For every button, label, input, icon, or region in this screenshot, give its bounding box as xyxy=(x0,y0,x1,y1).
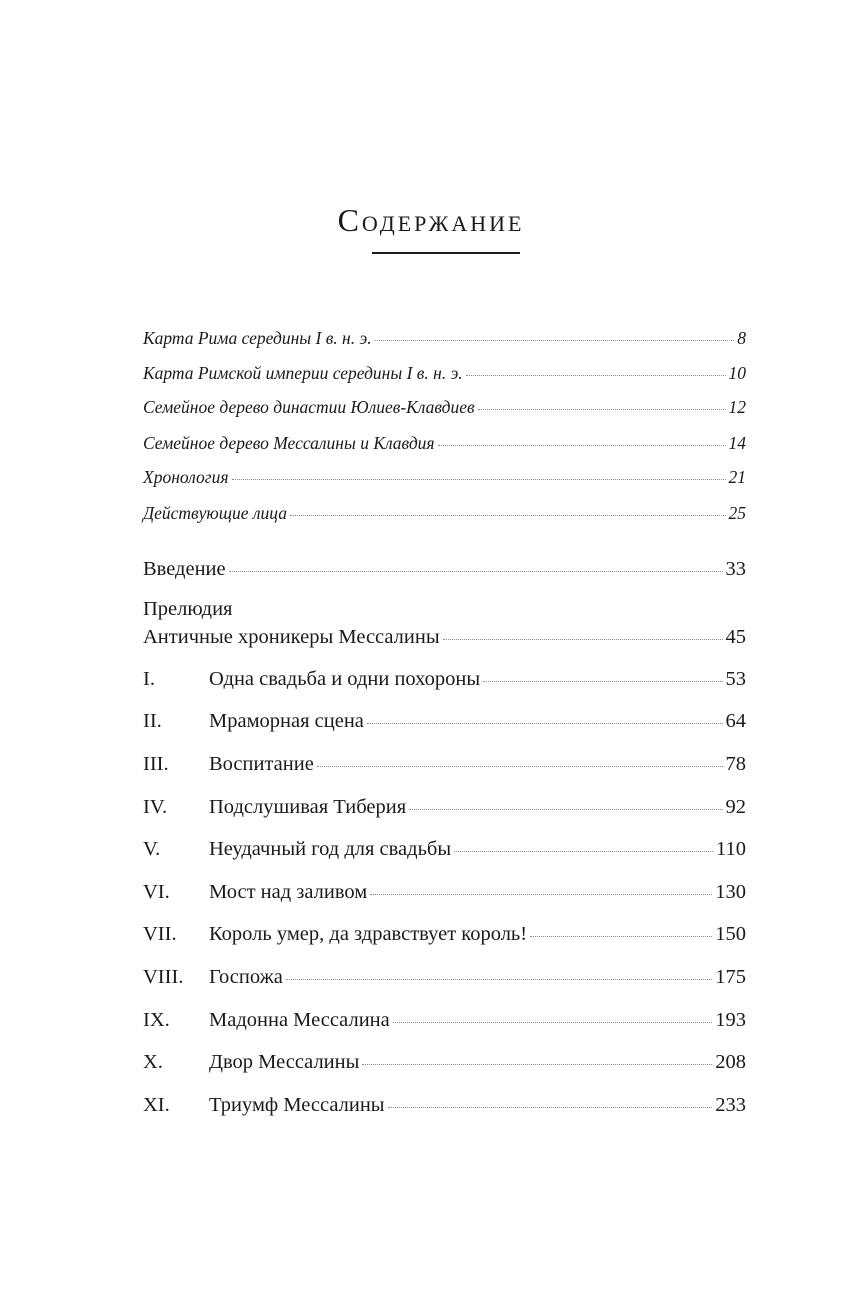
toc-entry-label: Король умер, да здравствует король! xyxy=(209,923,528,945)
toc-entry-label: Карта Рима середины I в. н. э. xyxy=(143,328,372,348)
toc-entry-prelude[interactable] xyxy=(143,626,746,649)
toc-page-number: 208 xyxy=(715,1051,746,1073)
toc-page-number: 92 xyxy=(725,796,746,818)
toc-entry-label: Хронология xyxy=(143,467,229,487)
toc-entry-chapter-1[interactable] xyxy=(209,668,746,691)
toc-page-number: 21 xyxy=(728,467,746,487)
toc-entry-chapter-9[interactable] xyxy=(209,1009,746,1032)
toc-page-number: 110 xyxy=(716,838,746,860)
dot-leader xyxy=(388,1107,713,1108)
toc-entry-chapter-11[interactable] xyxy=(209,1094,746,1117)
chapter-number: VI. xyxy=(143,881,170,903)
dot-leader xyxy=(370,894,712,895)
toc-entry-rome-map[interactable] xyxy=(143,328,746,349)
toc-entry-chapter-3[interactable] xyxy=(209,753,746,776)
prelude-heading: Прелюдия xyxy=(143,598,233,620)
toc-entry-label: Введение xyxy=(143,558,226,580)
toc-entry-label: Одна свадьба и одни похороны xyxy=(209,668,481,690)
toc-entry-label: Мост над заливом xyxy=(209,881,368,903)
toc-entry-characters[interactable] xyxy=(143,503,746,524)
dot-leader xyxy=(438,445,726,446)
dot-leader xyxy=(478,409,726,410)
chapter-number: IX. xyxy=(143,1009,170,1031)
toc-entry-introduction[interactable] xyxy=(143,558,746,581)
toc-entry-chapter-8[interactable] xyxy=(209,966,746,989)
toc-page-number: 193 xyxy=(715,1009,746,1031)
dot-leader xyxy=(443,639,723,640)
dot-leader xyxy=(409,809,722,810)
title-underline xyxy=(372,252,520,254)
toc-page-number: 33 xyxy=(725,558,746,580)
dot-leader xyxy=(362,1064,712,1065)
toc-page-number: 8 xyxy=(737,328,746,348)
toc-entry-empire-map[interactable] xyxy=(143,363,746,384)
toc-entry-julio-claudian-tree[interactable] xyxy=(143,397,746,418)
toc-entry-label: Семейное дерево Мессалины и Клавдия xyxy=(143,433,435,453)
toc-entry-label: Карта Римской империи середины I в. н. э. xyxy=(143,363,463,383)
dot-leader xyxy=(466,375,726,376)
dot-leader xyxy=(317,766,723,767)
chapter-number: V. xyxy=(143,838,161,860)
dot-leader xyxy=(454,851,713,852)
toc-page-number: 175 xyxy=(715,966,746,988)
toc-page-number: 78 xyxy=(725,753,746,775)
toc-entry-chapter-6[interactable] xyxy=(209,881,746,904)
dot-leader xyxy=(232,479,726,480)
dot-leader xyxy=(229,571,723,572)
toc-entry-label: Двор Мессалины xyxy=(209,1051,360,1073)
toc-entry-label: Действующие лица xyxy=(143,503,287,523)
dot-leader xyxy=(393,1022,713,1023)
dot-leader xyxy=(367,723,723,724)
toc-page-number: 53 xyxy=(725,668,746,690)
toc-entry-chronology[interactable] xyxy=(143,467,746,488)
dot-leader xyxy=(530,936,712,937)
toc-entry-label: Мадонна Мессалина xyxy=(209,1009,390,1031)
chapter-number: VIII. xyxy=(143,966,184,988)
dot-leader xyxy=(375,340,735,341)
toc-entry-chapter-10[interactable] xyxy=(209,1051,746,1074)
toc-entry-label: Воспитание xyxy=(209,753,314,775)
toc-entry-label: Мраморная сцена xyxy=(209,710,364,732)
toc-entry-messalina-claudius-tree[interactable] xyxy=(143,433,746,454)
chapter-number: II. xyxy=(143,710,162,732)
toc-page-number: 233 xyxy=(715,1094,746,1116)
toc-entry-label: Госпожа xyxy=(209,966,283,988)
toc-entry-chapter-4[interactable] xyxy=(209,796,746,819)
toc-page-number: 25 xyxy=(728,503,746,523)
toc-page-number: 150 xyxy=(715,923,746,945)
chapter-number: VII. xyxy=(143,923,177,945)
toc-entry-label: Семейное дерево династии Юлиев-Клавдиев xyxy=(143,397,475,417)
toc-entry-chapter-2[interactable] xyxy=(209,710,746,733)
dot-leader xyxy=(483,681,722,682)
toc-page-number: 130 xyxy=(715,881,746,903)
dot-leader xyxy=(286,979,712,980)
chapter-number: III. xyxy=(143,753,169,775)
toc-page-number: 45 xyxy=(725,626,746,648)
chapter-number: IV. xyxy=(143,796,168,818)
toc-page-number: 64 xyxy=(725,710,746,732)
toc-page-number: 14 xyxy=(728,433,746,453)
toc-page-number: 12 xyxy=(728,397,746,417)
dot-leader xyxy=(290,515,726,516)
toc-entry-chapter-5[interactable] xyxy=(209,838,746,861)
toc-entry-label: Подслушивая Тиберия xyxy=(209,796,407,818)
chapter-number: X. xyxy=(143,1051,163,1073)
toc-entry-chapter-7[interactable] xyxy=(209,923,746,946)
toc-entry-label: Триумф Мессалины xyxy=(209,1094,385,1116)
page-title: Содержание xyxy=(337,202,525,238)
chapter-number: I. xyxy=(143,668,155,690)
chapter-number: XI. xyxy=(143,1094,170,1116)
toc-page-number: 10 xyxy=(728,363,746,383)
toc-entry-label: Неудачный год для свадьбы xyxy=(209,838,452,860)
toc-entry-label: Античные хроникеры Мессалины xyxy=(143,626,440,648)
